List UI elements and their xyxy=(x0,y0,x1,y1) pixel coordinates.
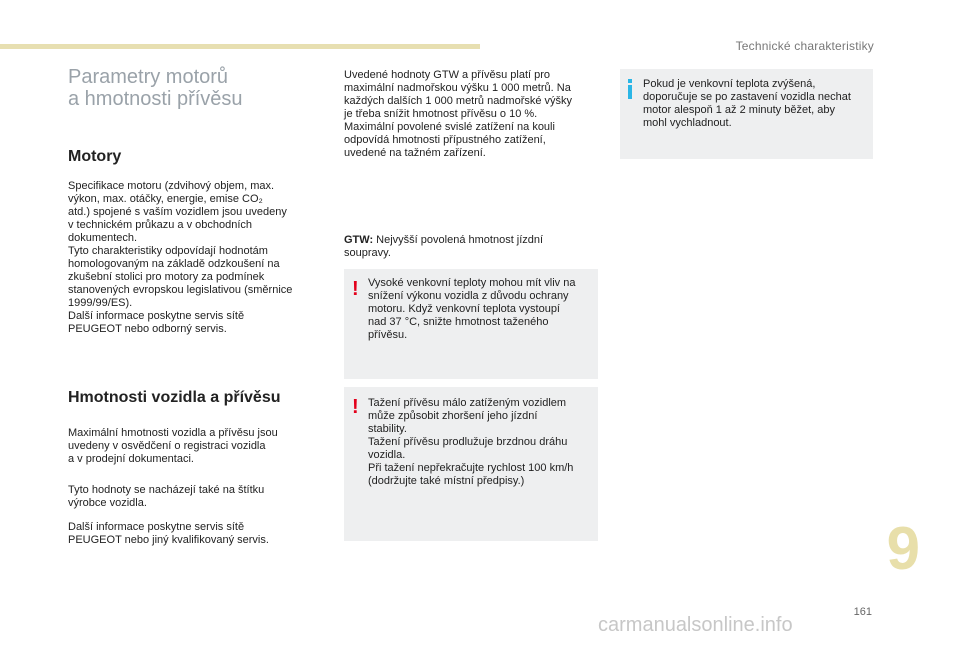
page-number: 161 xyxy=(853,606,872,618)
page-title xyxy=(68,66,243,110)
gtw-term: GTW: xyxy=(344,234,374,246)
header-accent-bar xyxy=(0,44,480,49)
chapter-number: 9 xyxy=(886,515,920,582)
hmotnosti-heading: Hmotnosti vozidla a přívěsu xyxy=(68,389,281,406)
warning-exclamation-icon: ! xyxy=(352,278,359,300)
hmotnosti-para1: Maximální hmotnosti vozidla a přívěsu jsou uvedeny v osvědčení o registraci vozidla a v prodejní dokumentaci. xyxy=(68,427,278,465)
watermark: carmanualsonline.info xyxy=(598,614,793,636)
page-title-line2: a hmotnosti přívěsu xyxy=(68,88,243,110)
warning-box-towing xyxy=(344,387,598,541)
warning-exclamation-icon: ! xyxy=(352,396,359,418)
motory-heading: Motory xyxy=(68,148,122,165)
gtw-intro-text: Uvedené hodnoty GTW a přívěsu platí pro maximální nadmořskou výšku 1 000 metrů. Na každých dalších 1 000 metrů nadmořské výšky je třeba snížit hmotnost přívěsu o 10 %. Maximální povolené svislé zatížení na kouli odpovídá hmotnosti přípustného zatížení, uvedené na tažném zařízení. xyxy=(344,69,573,159)
gtw-definition: GTW: Nejvyšší povolená hmotnost jízdní soupravy. xyxy=(344,234,544,259)
info-box-cooling xyxy=(620,69,873,159)
warning-towing-text: Tažení přívěsu málo zatíženým vozidlem může způsobit zhoršení jeho jízdní stability. Tažení přívěsu prodlužuje brzdnou dráhu vozidla. Při tažení nepřekračujte rychlost 100 km/h (dodržujte také místní předpisy.) xyxy=(368,397,574,487)
hmotnosti-para3: Další informace poskytne servis sítě PEUGEOT nebo jiný kvalifikovaný servis. xyxy=(68,521,269,546)
motory-text: Specifikace motoru (zdvihový objem, max. výkon, max. otáčky, energie, emise CO₂ atd.) spojené s vaším vozidlem jsou uvedeny v technickém průkazu a v obchodních dokumentech. Tyto charakteristiky odpovídají hodnotám homologovaným na základě odzkoušení na zkušební stolici pro motory za podmínek stanovených evropskou legislativou (směrnice 1999/99/ES). Další informace poskytne servis sítě PEUGEOT nebo odborný servis. xyxy=(68,180,293,335)
hmotnosti-para2: Tyto hodnoty se nacházejí také na štítku výrobce vozidla. xyxy=(68,484,265,509)
info-cooling-text: Pokud je venkovní teplota zvýšená, doporučuje se po zastavení vozidla nechat motor alespoň 1 až 2 minuty běžet, aby mohl vychladnout. xyxy=(643,78,851,129)
page-title-line1: Parametry motorů xyxy=(68,66,229,88)
warning-temperature-text: Vysoké venkovní teploty mohou mít vliv na snížení výkonu vozidla z důvodu ochrany motoru. Když venkovní teplota vystoupí nad 37 °C, snižte hmotnost taženého přívěsu. xyxy=(368,277,576,341)
section-header: Technické charakteristiky xyxy=(735,39,874,53)
info-icon xyxy=(628,85,632,99)
warning-box-temperature xyxy=(344,269,598,379)
